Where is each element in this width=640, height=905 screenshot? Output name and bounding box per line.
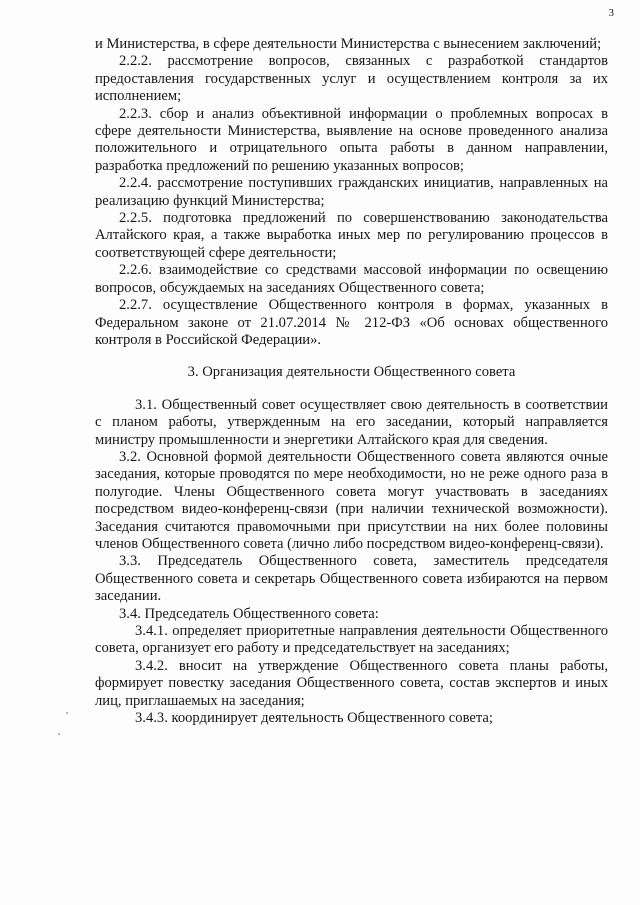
scan-speck [58,733,60,735]
document-body [95,36,608,727]
page-number: 3 [608,7,614,19]
paragraph-3-4-2: 3.4.2. вносит на утверждение Общественного совета планы работы, формирует повестку заседания Общественного совета, состав экспертов и иных лиц, приглашаемых на заседания; [95,657,608,709]
paragraph-2-2-5: 2.2.5. подготовка предложений по совершенствованию законодательства Алтайского края, а также выработка иных мер по регулированию процессов в соответствующей сфере деятельности; [95,210,608,261]
scan-speck [66,712,68,714]
paragraph-3-4-1: 3.4.1. определяет приоритетные направления деятельности Общественного совета, организует его работу и председательствует на заседаниях; [95,623,608,657]
paragraph-2-2-3: 2.2.3. сбор и анализ объективной информации о проблемных вопросах в сфере деятельности Министерства, выявление на основе проведенного анализа положительного и отрицательного опыта работы в данном направлении, разработка предложений по решению указанных вопросов; [95,105,608,174]
paragraph-3-2: 3.2. Основной формой деятельности Общественного совета являются очные заседания, которые проводятся по мере необходимости, но не реже одного раза в полугодие. Члены Общественного совета могут участвовать в заседаниях посредством видео-конференц-связи (при наличии технической возможности). Заседания считаются правомочными при присутствии на них более половины членов Общественного совета (лично либо посредством видео-конференц-связи). [95,448,608,552]
paragraph-2-2-4: 2.2.4. рассмотрение поступивших гражданских инициатив, направленных на реализацию функций Министерства; [95,175,608,209]
paragraph-3-4: 3.4. Председатель Общественного совета: [119,605,379,622]
paragraph-continuation: и Министерства, в сфере деятельности Министерства с вынесением заключений; [95,36,602,52]
paragraph-2-2-6: 2.2.6. взаимодействие со средствами массовой информации по освещению вопросов, обсуждаемых на заседаниях Общественного совета; [95,262,608,296]
paragraph-3-3: 3.3. Председатель Общественного совета, заместитель председателя Общественного совета и секретарь Общественного совета избираются на первом заседании. [95,553,608,605]
paragraph-2-2-7: 2.2.7. осуществление Общественного контроля в формах, указанных в Федеральном законе от 21.07.2014 № 212-ФЗ «Об основах общественного контроля в Российской Федерации». [95,297,608,348]
paragraph-3-1: 3.1. Общественный совет осуществляет свою деятельность в соответствии с планом работы, утвержденным на его заседании, который направляется министру промышленности и энергетики Алтайского края для сведения. [95,396,608,448]
paragraph-3-4-3: 3.4.3. координирует деятельность Общественного совета; [135,710,493,727]
section-heading: 3. Организация деятельности Общественного совета [187,364,516,381]
paragraph-2-2-2: 2.2.2. рассмотрение вопросов, связанных с разработкой стандартов предоставления государственных услуг и осуществлением контроля за их исполнением; [95,53,608,105]
